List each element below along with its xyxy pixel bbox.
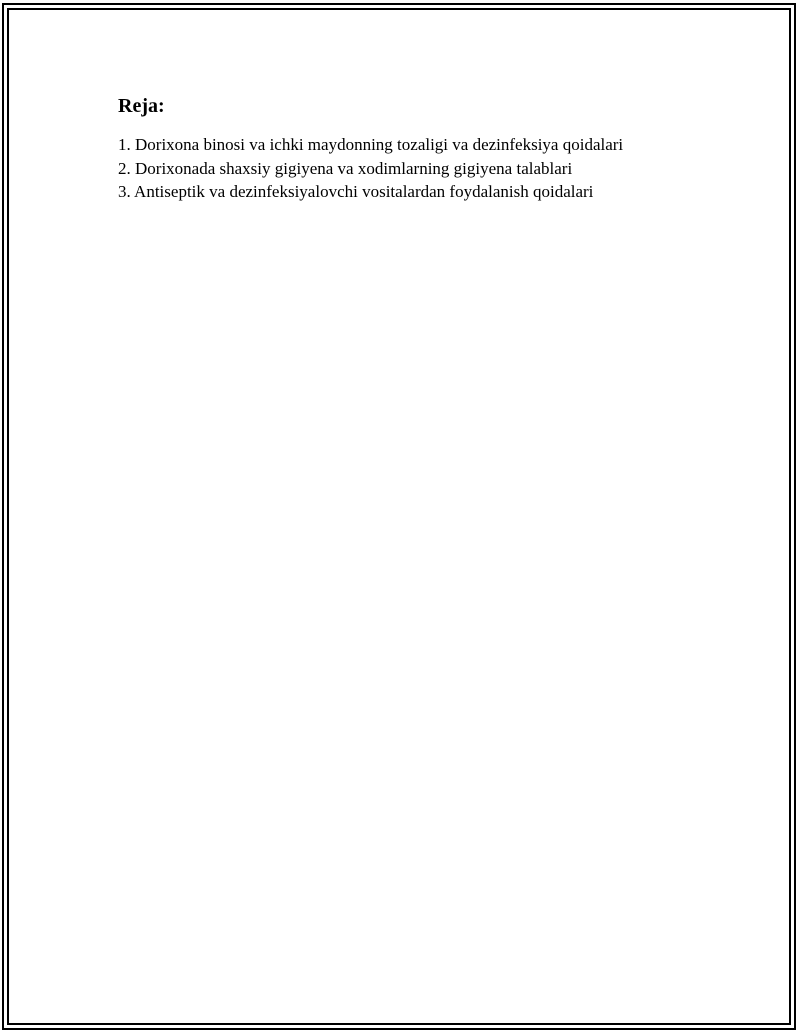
plan-item: 1. Dorixona binosi va ichki maydonning tozaligi va dezinfeksiya qoidalari [118,135,624,154]
document-body [118,93,738,204]
plan-item: 2. Dorixonada shaxsiy gigiyena va xodimlarning gigiyena talablari [118,158,573,178]
plan-item: 3. Antiseptik va dezinfeksiyalovchi vositalardan foydalanish qoidalari [118,182,594,201]
plan-list [118,133,738,204]
plan-heading: Reja: [118,95,165,117]
